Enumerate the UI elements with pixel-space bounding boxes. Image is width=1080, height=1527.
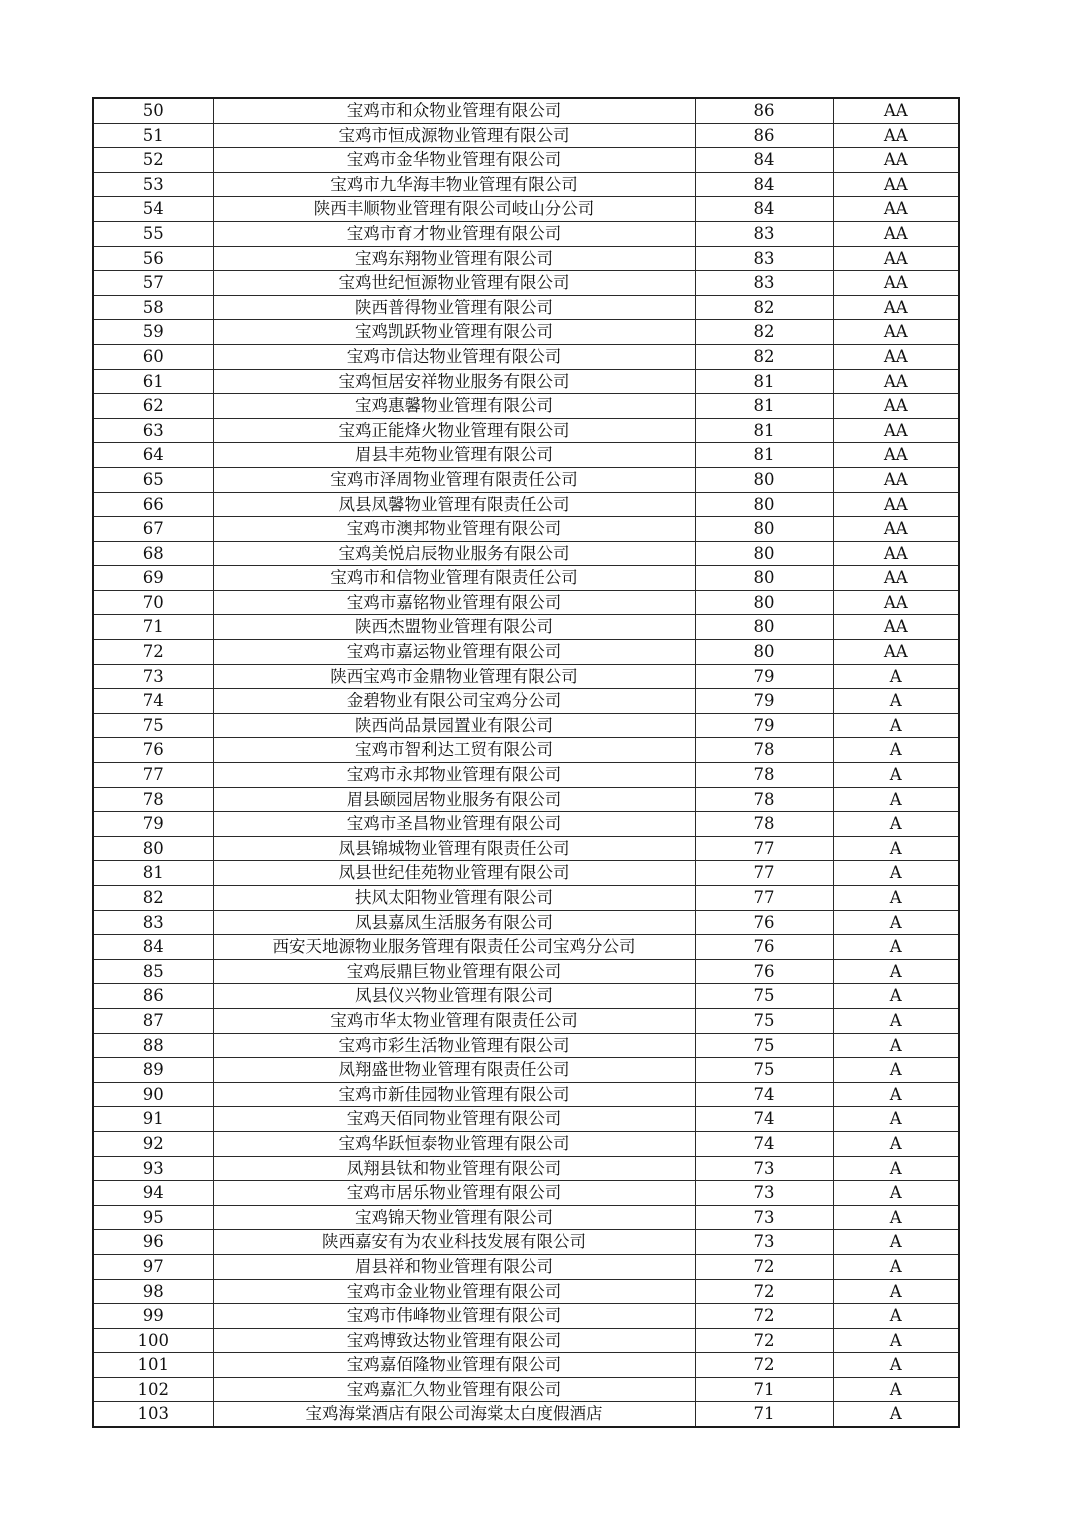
company-name-cell: 宝鸡市彩生活物业管理有限公司 [213,1033,695,1058]
score-cell: 82 [695,344,833,369]
company-name-cell: 金碧物业有限公司宝鸡分公司 [213,689,695,714]
score-cell: 83 [695,271,833,296]
score-cell: 80 [695,566,833,591]
row-number-cell: 103 [93,1402,213,1427]
row-number-cell: 91 [93,1107,213,1132]
table-row [93,1279,959,1304]
company-name-cell: 宝鸡市育才物业管理有限公司 [213,221,695,246]
grade-cell: A [833,812,959,837]
company-name-cell: 宝鸡市永邦物业管理有限公司 [213,763,695,788]
table-row [93,541,959,566]
company-name-cell: 宝鸡正能烽火物业管理有限公司 [213,418,695,443]
company-name-cell: 宝鸡市智利达工贸有限公司 [213,738,695,763]
score-cell: 72 [695,1279,833,1304]
grade-cell: A [833,1328,959,1353]
grade-cell: A [833,1377,959,1402]
company-name-cell: 陕西宝鸡市金鼎物业管理有限公司 [213,664,695,689]
score-cell: 71 [695,1402,833,1427]
score-cell: 71 [695,1377,833,1402]
company-name-cell: 宝鸡市伟峰物业管理有限公司 [213,1304,695,1329]
company-name-cell: 凤翔县钛和物业管理有限公司 [213,1156,695,1181]
table-row [93,1353,959,1378]
grade-cell: A [833,1279,959,1304]
table-row [93,738,959,763]
grade-cell: A [833,1402,959,1427]
row-number-cell: 101 [93,1353,213,1378]
table-row [93,221,959,246]
company-name-cell: 凤县仪兴物业管理有限公司 [213,984,695,1009]
company-name-cell: 眉县颐园居物业服务有限公司 [213,787,695,812]
score-cell: 78 [695,812,833,837]
table-row [93,640,959,665]
score-cell: 82 [695,295,833,320]
score-cell: 80 [695,517,833,542]
grade-cell: AA [833,443,959,468]
score-cell: 77 [695,861,833,886]
row-number-cell: 50 [93,98,213,123]
grade-cell: AA [833,517,959,542]
row-number-cell: 93 [93,1156,213,1181]
company-name-cell: 宝鸡辰鼎巨物业管理有限公司 [213,959,695,984]
company-name-cell: 宝鸡市和众物业管理有限公司 [213,98,695,123]
score-cell: 75 [695,984,833,1009]
table-row [93,1377,959,1402]
table-row [93,1131,959,1156]
score-cell: 80 [695,467,833,492]
score-cell: 75 [695,1008,833,1033]
table-row [93,1205,959,1230]
company-name-cell: 宝鸡恒居安祥物业服务有限公司 [213,369,695,394]
table-row [93,1008,959,1033]
score-cell: 72 [695,1304,833,1329]
company-name-cell: 宝鸡市金业物业管理有限公司 [213,1279,695,1304]
company-name-cell: 宝鸡市泽周物业管理有限责任公司 [213,467,695,492]
table-row [93,1304,959,1329]
table-row [93,689,959,714]
grade-cell: AA [833,123,959,148]
score-cell: 79 [695,689,833,714]
grade-cell: A [833,935,959,960]
row-number-cell: 85 [93,959,213,984]
grade-cell: A [833,1082,959,1107]
row-number-cell: 57 [93,271,213,296]
row-number-cell: 78 [93,787,213,812]
table-row [93,664,959,689]
score-cell: 74 [695,1107,833,1132]
score-cell: 83 [695,221,833,246]
grade-cell: A [833,1156,959,1181]
row-number-cell: 66 [93,492,213,517]
table-row [93,271,959,296]
row-number-cell: 60 [93,344,213,369]
grade-cell: A [833,1353,959,1378]
company-name-cell: 凤县世纪佳苑物业管理有限公司 [213,861,695,886]
grade-cell: A [833,984,959,1009]
score-cell: 80 [695,541,833,566]
row-number-cell: 67 [93,517,213,542]
company-name-cell: 宝鸡凯跃物业管理有限公司 [213,320,695,345]
grade-cell: AA [833,492,959,517]
score-cell: 84 [695,197,833,222]
company-name-cell: 宝鸡嘉佰隆物业管理有限公司 [213,1353,695,1378]
score-cell: 78 [695,787,833,812]
company-name-cell: 眉县祥和物业管理有限公司 [213,1254,695,1279]
row-number-cell: 75 [93,713,213,738]
row-number-cell: 55 [93,221,213,246]
grade-cell: AA [833,271,959,296]
score-cell: 86 [695,98,833,123]
row-number-cell: 69 [93,566,213,591]
row-number-cell: 87 [93,1008,213,1033]
row-number-cell: 54 [93,197,213,222]
score-cell: 82 [695,320,833,345]
table-row [93,1033,959,1058]
score-cell: 74 [695,1082,833,1107]
table-row [93,1058,959,1083]
company-name-cell: 宝鸡市华太物业管理有限责任公司 [213,1008,695,1033]
table-row [93,369,959,394]
score-cell: 73 [695,1156,833,1181]
grade-cell: A [833,1254,959,1279]
table-row [93,295,959,320]
grade-cell: A [833,1033,959,1058]
rating-table [92,97,960,1428]
row-number-cell: 83 [93,910,213,935]
score-cell: 75 [695,1033,833,1058]
grade-cell: AA [833,98,959,123]
table-row [93,566,959,591]
row-number-cell: 95 [93,1205,213,1230]
company-name-cell: 宝鸡市金华物业管理有限公司 [213,148,695,173]
table-row [93,935,959,960]
grade-cell: AA [833,640,959,665]
company-name-cell: 宝鸡市九华海丰物业管理有限公司 [213,172,695,197]
table-row [93,394,959,419]
row-number-cell: 53 [93,172,213,197]
row-number-cell: 97 [93,1254,213,1279]
score-cell: 77 [695,836,833,861]
score-cell: 75 [695,1058,833,1083]
table-row [93,590,959,615]
row-number-cell: 98 [93,1279,213,1304]
table-row [93,197,959,222]
score-cell: 72 [695,1254,833,1279]
company-name-cell: 宝鸡嘉汇久物业管理有限公司 [213,1377,695,1402]
table-row [93,467,959,492]
table-row [93,1402,959,1427]
grade-cell: AA [833,467,959,492]
score-cell: 81 [695,369,833,394]
score-cell: 73 [695,1181,833,1206]
company-name-cell: 宝鸡世纪恒源物业管理有限公司 [213,271,695,296]
grade-cell: AA [833,418,959,443]
grade-cell: A [833,1304,959,1329]
row-number-cell: 74 [93,689,213,714]
score-cell: 84 [695,172,833,197]
company-name-cell: 宝鸡东翔物业管理有限公司 [213,246,695,271]
row-number-cell: 64 [93,443,213,468]
row-number-cell: 92 [93,1131,213,1156]
table-row [93,418,959,443]
grade-cell: A [833,959,959,984]
grade-cell: A [833,886,959,911]
score-cell: 84 [695,148,833,173]
row-number-cell: 73 [93,664,213,689]
grade-cell: A [833,738,959,763]
table-row [93,1082,959,1107]
score-cell: 73 [695,1230,833,1255]
table-row [93,984,959,1009]
company-name-cell: 陕西尚品景园置业有限公司 [213,713,695,738]
company-name-cell: 宝鸡市嘉运物业管理有限公司 [213,640,695,665]
row-number-cell: 76 [93,738,213,763]
score-cell: 80 [695,590,833,615]
score-cell: 76 [695,910,833,935]
grade-cell: A [833,861,959,886]
company-name-cell: 凤翔盛世物业管理有限责任公司 [213,1058,695,1083]
row-number-cell: 77 [93,763,213,788]
company-name-cell: 扶风太阳物业管理有限公司 [213,886,695,911]
grade-cell: AA [833,197,959,222]
company-name-cell: 凤县锦城物业管理有限责任公司 [213,836,695,861]
score-cell: 76 [695,935,833,960]
row-number-cell: 52 [93,148,213,173]
company-name-cell: 宝鸡市信达物业管理有限公司 [213,344,695,369]
table-row [93,320,959,345]
company-name-cell: 宝鸡市恒成源物业管理有限公司 [213,123,695,148]
row-number-cell: 72 [93,640,213,665]
table-row [93,443,959,468]
grade-cell: A [833,763,959,788]
table-row [93,1230,959,1255]
table-row [93,787,959,812]
row-number-cell: 99 [93,1304,213,1329]
row-number-cell: 81 [93,861,213,886]
score-cell: 79 [695,713,833,738]
table-row [93,98,959,123]
grade-cell: A [833,910,959,935]
company-name-cell: 宝鸡锦天物业管理有限公司 [213,1205,695,1230]
table-row [93,123,959,148]
company-name-cell: 宝鸡市圣昌物业管理有限公司 [213,812,695,837]
table-row [93,1254,959,1279]
table-row [93,246,959,271]
grade-cell: A [833,664,959,689]
grade-cell: AA [833,295,959,320]
grade-cell: AA [833,566,959,591]
grade-cell: A [833,1131,959,1156]
score-cell: 80 [695,615,833,640]
score-cell: 72 [695,1328,833,1353]
row-number-cell: 61 [93,369,213,394]
company-name-cell: 陕西嘉安有为农业科技发展有限公司 [213,1230,695,1255]
score-cell: 77 [695,886,833,911]
row-number-cell: 70 [93,590,213,615]
table-row [93,713,959,738]
grade-cell: AA [833,221,959,246]
table-row [93,344,959,369]
company-name-cell: 凤县凤馨物业管理有限责任公司 [213,492,695,517]
table-row [93,910,959,935]
company-name-cell: 宝鸡博致达物业管理有限公司 [213,1328,695,1353]
table-row [93,615,959,640]
row-number-cell: 68 [93,541,213,566]
score-cell: 74 [695,1131,833,1156]
row-number-cell: 51 [93,123,213,148]
rating-table-body [93,98,959,1427]
grade-cell: A [833,713,959,738]
table-row [93,492,959,517]
company-name-cell: 宝鸡市和信物业管理有限责任公司 [213,566,695,591]
row-number-cell: 56 [93,246,213,271]
company-name-cell: 宝鸡市嘉铭物业管理有限公司 [213,590,695,615]
grade-cell: AA [833,320,959,345]
score-cell: 83 [695,246,833,271]
score-cell: 79 [695,664,833,689]
table-row [93,812,959,837]
grade-cell: AA [833,148,959,173]
row-number-cell: 79 [93,812,213,837]
table-row [93,1156,959,1181]
row-number-cell: 84 [93,935,213,960]
grade-cell: AA [833,369,959,394]
grade-cell: AA [833,172,959,197]
row-number-cell: 58 [93,295,213,320]
company-name-cell: 宝鸡华跃恒泰物业管理有限公司 [213,1131,695,1156]
grade-cell: A [833,1058,959,1083]
score-cell: 80 [695,492,833,517]
score-cell: 86 [695,123,833,148]
row-number-cell: 90 [93,1082,213,1107]
table-row [93,172,959,197]
grade-cell: AA [833,615,959,640]
grade-cell: AA [833,344,959,369]
table-row [93,148,959,173]
score-cell: 81 [695,418,833,443]
row-number-cell: 63 [93,418,213,443]
company-name-cell: 陕西普得物业管理有限公司 [213,295,695,320]
table-row [93,886,959,911]
score-cell: 78 [695,738,833,763]
row-number-cell: 71 [93,615,213,640]
grade-cell: A [833,1230,959,1255]
row-number-cell: 59 [93,320,213,345]
score-cell: 73 [695,1205,833,1230]
row-number-cell: 86 [93,984,213,1009]
row-number-cell: 94 [93,1181,213,1206]
company-name-cell: 陕西丰顺物业管理有限公司岐山分公司 [213,197,695,222]
company-name-cell: 宝鸡惠馨物业管理有限公司 [213,394,695,419]
company-name-cell: 陕西杰盟物业管理有限公司 [213,615,695,640]
grade-cell: AA [833,590,959,615]
row-number-cell: 82 [93,886,213,911]
row-number-cell: 89 [93,1058,213,1083]
row-number-cell: 65 [93,467,213,492]
table-row [93,763,959,788]
grade-cell: A [833,1107,959,1132]
table-row [93,959,959,984]
score-cell: 78 [695,763,833,788]
row-number-cell: 100 [93,1328,213,1353]
table-row [93,517,959,542]
company-name-cell: 宝鸡市澳邦物业管理有限公司 [213,517,695,542]
row-number-cell: 102 [93,1377,213,1402]
company-name-cell: 宝鸡美悦启辰物业服务有限公司 [213,541,695,566]
company-name-cell: 眉县丰苑物业管理有限公司 [213,443,695,468]
grade-cell: AA [833,246,959,271]
grade-cell: A [833,1205,959,1230]
table-row [93,1181,959,1206]
company-name-cell: 凤县嘉凤生活服务有限公司 [213,910,695,935]
row-number-cell: 88 [93,1033,213,1058]
row-number-cell: 80 [93,836,213,861]
grade-cell: A [833,689,959,714]
grade-cell: A [833,787,959,812]
score-cell: 76 [695,959,833,984]
table-row [93,1107,959,1132]
company-name-cell: 宝鸡市新佳园物业管理有限公司 [213,1082,695,1107]
row-number-cell: 62 [93,394,213,419]
grade-cell: A [833,836,959,861]
company-name-cell: 西安天地源物业服务管理有限责任公司宝鸡分公司 [213,935,695,960]
grade-cell: A [833,1181,959,1206]
grade-cell: AA [833,541,959,566]
score-cell: 72 [695,1353,833,1378]
score-cell: 81 [695,394,833,419]
row-number-cell: 96 [93,1230,213,1255]
company-name-cell: 宝鸡海棠酒店有限公司海棠太白度假酒店 [213,1402,695,1427]
table-row [93,861,959,886]
company-name-cell: 宝鸡天佰同物业管理有限公司 [213,1107,695,1132]
company-name-cell: 宝鸡市居乐物业管理有限公司 [213,1181,695,1206]
table-row [93,1328,959,1353]
table-row [93,836,959,861]
score-cell: 81 [695,443,833,468]
grade-cell: A [833,1008,959,1033]
score-cell: 80 [695,640,833,665]
grade-cell: AA [833,394,959,419]
